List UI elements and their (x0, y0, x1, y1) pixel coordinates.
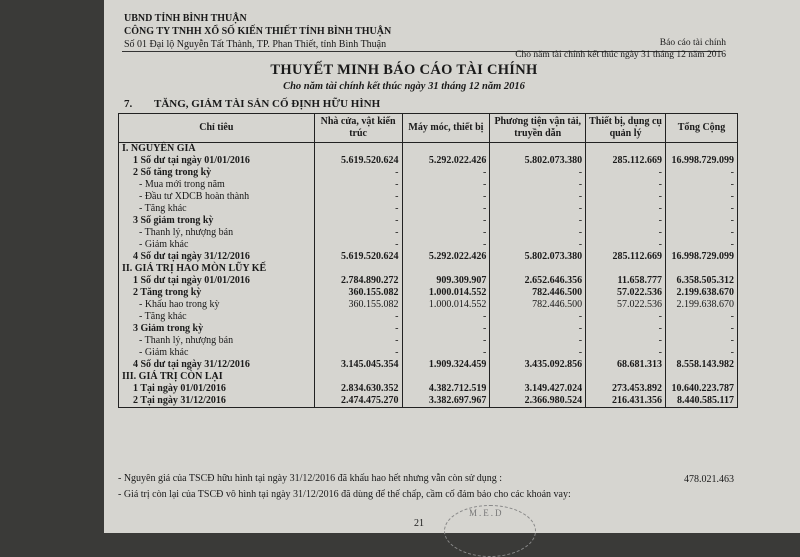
stamp-text: M.E.D (469, 508, 504, 518)
report-label: Báo cáo tài chính (659, 38, 726, 48)
table-cell: - (586, 227, 666, 239)
table-cell: - (586, 191, 666, 203)
table-cell: 2.199.638.670 (665, 287, 737, 299)
table-cell: - (586, 323, 666, 335)
table-cell: - (490, 215, 586, 227)
table-cell (314, 371, 402, 383)
table-cell: - (665, 347, 737, 359)
table-cell: 2.474.475.270 (314, 395, 402, 408)
table-cell: 2.366.980.524 (490, 395, 586, 408)
table-cell: 285.112.669 (586, 155, 666, 167)
table-cell: - (665, 227, 737, 239)
table-cell: - (314, 239, 402, 251)
table-row (119, 323, 738, 335)
column-header: Chỉ tiêu (119, 114, 315, 143)
table-row (119, 239, 738, 251)
document-subtitle: Cho năm tài chính kết thúc ngày 31 tháng 12 năm 2016 (283, 81, 525, 92)
table-cell: 5.619.520.624 (314, 155, 402, 167)
table-cell: - (402, 203, 490, 215)
table-cell: - (490, 191, 586, 203)
table-cell: - (314, 227, 402, 239)
table-cell: - (490, 167, 586, 179)
table-cell: - (586, 215, 666, 227)
row-label: 1 Số dư tại ngày 01/01/2016 (119, 275, 315, 287)
table-row (119, 167, 738, 179)
row-label: III. GIÁ TRỊ CÒN LẠI (119, 371, 315, 383)
table-cell (586, 371, 666, 383)
table-cell: - (665, 323, 737, 335)
company-line-2: CÔNG TY TNHH XỔ SỐ KIẾN THIẾT TỈNH BÌNH THUẬN (124, 26, 392, 37)
table-cell: 2.784.890.272 (314, 275, 402, 287)
table-header-row (119, 114, 738, 143)
section-number: 7. (124, 98, 133, 110)
row-label: 2 Tăng trong kỳ (119, 287, 315, 299)
table-cell (402, 371, 490, 383)
table-cell: 10.640.223.787 (665, 383, 737, 395)
table-cell: - (665, 335, 737, 347)
table-cell: 8.440.585.117 (665, 395, 737, 408)
table-cell: 5.292.022.426 (402, 251, 490, 263)
table-cell: - (402, 335, 490, 347)
table-cell: - (402, 239, 490, 251)
table-cell: - (665, 203, 737, 215)
section-heading (124, 98, 380, 110)
table-cell (586, 263, 666, 275)
row-label: - Giảm khác (119, 239, 315, 251)
table-row (119, 359, 738, 371)
table-row (119, 395, 738, 408)
table-row (119, 299, 738, 311)
table-cell: - (402, 323, 490, 335)
table-cell: 1.000.014.552 (402, 299, 490, 311)
table-cell: - (586, 203, 666, 215)
row-label: - Tăng khác (119, 311, 315, 323)
table-row (119, 143, 738, 156)
table-cell: - (402, 167, 490, 179)
table-cell: - (402, 311, 490, 323)
table-cell: 782.446.500 (490, 299, 586, 311)
table-cell: - (665, 191, 737, 203)
table-cell: - (586, 179, 666, 191)
table-row (119, 383, 738, 395)
table-cell: - (314, 191, 402, 203)
section-title: TĂNG, GIẢM TÀI SẢN CỐ ĐỊNH HỮU HÌNH (154, 98, 381, 110)
table-cell: - (314, 215, 402, 227)
table-cell: 3.145.045.354 (314, 359, 402, 371)
footnote-1-value: 478.021.463 (684, 474, 734, 485)
table-cell (490, 143, 586, 156)
table-cell: - (314, 335, 402, 347)
table-cell: - (490, 323, 586, 335)
table-cell: - (490, 335, 586, 347)
row-label: 1 Số dư tại ngày 01/01/2016 (119, 155, 315, 167)
row-label: 2 Số tăng trong kỳ (119, 167, 315, 179)
table-cell: - (665, 311, 737, 323)
table-cell: - (665, 239, 737, 251)
table-cell: - (490, 239, 586, 251)
report-period: Cho năm tài chính kết thúc ngày 31 tháng 12 năm 2016 (515, 50, 726, 60)
table-row (119, 227, 738, 239)
table-cell: - (402, 191, 490, 203)
table-cell: - (314, 167, 402, 179)
table-cell: 4.382.712.519 (402, 383, 490, 395)
table-cell: 909.309.907 (402, 275, 490, 287)
row-label: 2 Tại ngày 31/12/2016 (119, 395, 315, 408)
table-cell: 360.155.082 (314, 299, 402, 311)
table-row (119, 215, 738, 227)
row-label: 3 Số giảm trong kỳ (119, 215, 315, 227)
table-row (119, 263, 738, 275)
footnote-2: - Giá trị còn lại của TSCĐ vô hình tại ngày 31/12/2016 đã dùng để thế chấp, cầm cố đảm bảo cho các khoản vay: (118, 489, 571, 500)
column-header: Máy móc, thiết bị (402, 114, 490, 143)
table-cell: 1.000.014.552 (402, 287, 490, 299)
table-cell: - (490, 347, 586, 359)
table-row (119, 287, 738, 299)
table-row (119, 191, 738, 203)
page-number: 21 (414, 518, 424, 529)
table-cell: 5.802.073.380 (490, 251, 586, 263)
table-cell (402, 143, 490, 156)
table-cell: - (490, 179, 586, 191)
footnote-1: - Nguyên giá của TSCĐ hữu hình tại ngày 31/12/2016 đã khấu hao hết nhưng vẫn còn sử dụng : (118, 473, 503, 484)
table-cell: 8.558.143.982 (665, 359, 737, 371)
table-cell (490, 263, 586, 275)
table-cell (665, 263, 737, 275)
table-cell: - (586, 167, 666, 179)
table-cell: 360.155.082 (314, 287, 402, 299)
row-label: 1 Tại ngày 01/01/2016 (119, 383, 315, 395)
stamp-seal (444, 505, 536, 557)
row-label: - Mua mới trong năm (119, 179, 315, 191)
table-cell: 11.658.777 (586, 275, 666, 287)
table-row (119, 251, 738, 263)
table-cell (402, 263, 490, 275)
table-cell (314, 263, 402, 275)
column-header: Tổng Cộng (665, 114, 737, 143)
row-label: - Thanh lý, nhượng bán (119, 227, 315, 239)
company-address: Số 01 Đại lộ Nguyễn Tất Thành, TP. Phan Thiết, tỉnh Bình Thuận (124, 39, 387, 50)
table-cell: - (586, 335, 666, 347)
table-cell: - (490, 311, 586, 323)
table-cell: 57.022.536 (586, 299, 666, 311)
table-cell: 1.909.324.459 (402, 359, 490, 371)
row-label: 4 Số dư tại ngày 31/12/2016 (119, 251, 315, 263)
table-cell (586, 143, 666, 156)
table-cell: - (490, 227, 586, 239)
table-cell: - (665, 179, 737, 191)
table-row (119, 347, 738, 359)
table-cell: - (490, 203, 586, 215)
fixed-assets-table (118, 113, 738, 408)
row-label: II. GIÁ TRỊ HAO MÒN LŨY KẾ (119, 263, 315, 275)
table-row (119, 203, 738, 215)
table-cell: 3.149.427.024 (490, 383, 586, 395)
table-row (119, 275, 738, 287)
table-cell (665, 143, 737, 156)
table-cell: 16.998.729.099 (665, 155, 737, 167)
table-cell: - (402, 347, 490, 359)
table-cell: 6.358.505.312 (665, 275, 737, 287)
row-label: I. NGUYÊN GIÁ (119, 143, 315, 156)
table-cell: 273.453.892 (586, 383, 666, 395)
table-cell: - (314, 323, 402, 335)
table-cell: 16.998.729.099 (665, 251, 737, 263)
table-cell: 5.802.073.380 (490, 155, 586, 167)
row-label: - Thanh lý, nhượng bán (119, 335, 315, 347)
table-cell: - (586, 311, 666, 323)
table-cell: 68.681.313 (586, 359, 666, 371)
table-row (119, 179, 738, 191)
table-cell: 216.431.356 (586, 395, 666, 408)
table-cell (314, 143, 402, 156)
document-title: THUYẾT MINH BÁO CÁO TÀI CHÍNH (270, 62, 538, 78)
table-cell: 782.446.500 (490, 287, 586, 299)
row-label: - Khấu hao trong kỳ (119, 299, 315, 311)
table-row (119, 371, 738, 383)
row-label: 4 Số dư tại ngày 31/12/2016 (119, 359, 315, 371)
table-row (119, 311, 738, 323)
document-page (104, 0, 800, 533)
table-cell: 3.435.092.856 (490, 359, 586, 371)
column-header: Phương tiện vận tải, truyền dẫn (490, 114, 586, 143)
table-cell: - (314, 311, 402, 323)
table-cell: - (402, 227, 490, 239)
table-cell (490, 371, 586, 383)
table-cell: 57.022.536 (586, 287, 666, 299)
table-cell: 5.292.022.426 (402, 155, 490, 167)
table-cell: 2.652.646.356 (490, 275, 586, 287)
table-cell: - (402, 215, 490, 227)
column-header: Nhà cửa, vật kiến trúc (314, 114, 402, 143)
table-cell: 5.619.520.624 (314, 251, 402, 263)
row-label: 3 Giảm trong kỳ (119, 323, 315, 335)
table-cell: 3.382.697.967 (402, 395, 490, 408)
table-cell: 285.112.669 (586, 251, 666, 263)
table-cell: - (314, 203, 402, 215)
company-line-1: UBND TỈNH BÌNH THUẬN (124, 13, 247, 24)
table-cell: 2.834.630.352 (314, 383, 402, 395)
table-row (119, 155, 738, 167)
table-cell: - (586, 239, 666, 251)
column-header: Thiết bị, dụng cụ quản lý (586, 114, 666, 143)
row-label: - Giảm khác (119, 347, 315, 359)
table-cell: - (314, 347, 402, 359)
table-row (119, 335, 738, 347)
table-cell (665, 371, 737, 383)
table-cell: - (665, 167, 737, 179)
table-cell: - (586, 347, 666, 359)
table-cell: - (665, 215, 737, 227)
table-cell: - (402, 179, 490, 191)
table-cell: 2.199.638.670 (665, 299, 737, 311)
row-label: - Đầu tư XDCB hoàn thành (119, 191, 315, 203)
row-label: - Tăng khác (119, 203, 315, 215)
table-cell: - (314, 179, 402, 191)
